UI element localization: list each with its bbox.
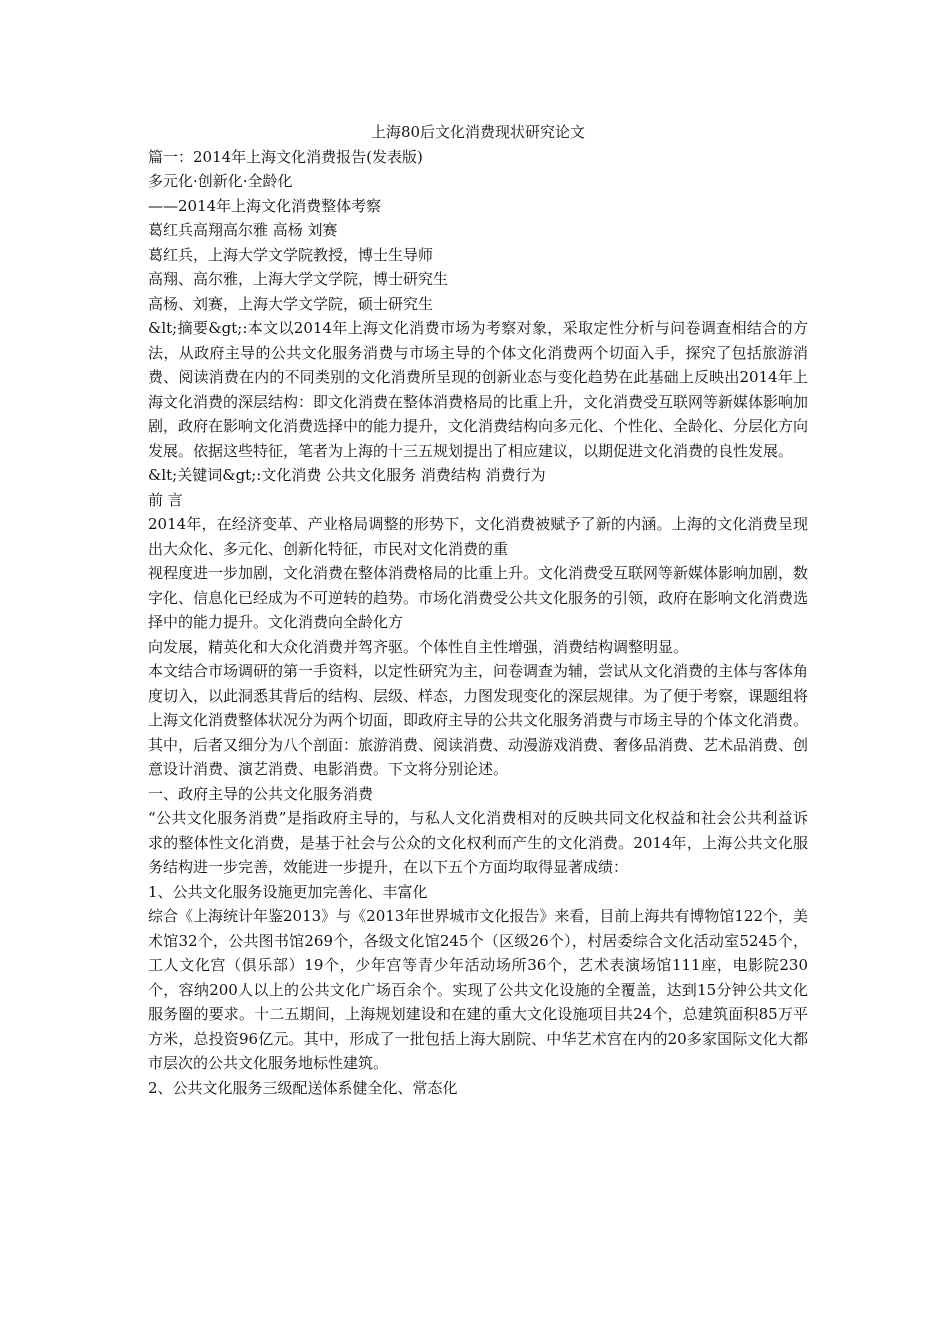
body-line: &lt;关键词&gt;:文化消费 公共文化服务 消费结构 消费行为: [148, 466, 546, 484]
body-line: 1、公共文化服务设施更加完善化、丰富化: [148, 882, 428, 901]
document-page: [144, 120, 808, 1100]
body-line: 多元化·创新化·全龄化: [148, 172, 293, 190]
body-line: 高杨、刘赛，上海大学文学院，硕士研究生: [148, 294, 434, 313]
body-paragraph: 2014年，在经济变革、产业格局调整的形势下，文化消费被赋予了新的内涵。上海的文化消费呈现出大众化、多元化、创新化特征，市民对文化消费的重: [148, 515, 808, 558]
document-title: 上海80后文化消费现状研究论文: [370, 123, 586, 141]
body-paragraph: 视程度进一步加剧，文化消费在整体消费格局的比重上升。文化消费受互联网等新媒体影响加剧，数字化、信息化已经成为不可逆转的趋势。市场化消费受公共文化服务的引领，政府在影响文化消费选择中的能力提升。文化消费向全龄化方: [148, 564, 809, 631]
body-line: 葛红兵，上海大学文学院教授，博士生导师: [148, 245, 434, 264]
body-paragraph: 本文结合市场调研的第一手资料，以定性研究为主，问卷调查为辅，尝试从文化消费的主体与客体角度切入，以此洞悉其背后的结构、层级、样态，力图发现变化的深层规律。为了便于考察，课题组将上海文化消费整体状况分为两个切面，即政府主导的公共文化服务消费与市场主导的个体文化消费。其中，后者又细分为八个剖面：旅游消费、阅读消费、动漫游戏消费、奢侈品消费、艺术品消费、创意设计消费、演艺消费、电影消费。下文将分别论述。: [148, 662, 809, 778]
body-line: 前 言: [148, 490, 183, 509]
body-line: 葛红兵高翔高尔雅 高杨 刘赛: [148, 221, 338, 239]
body-line: 篇一：2014年上海文化消费报告(发表版): [148, 147, 423, 166]
body-paragraph: 综合《上海统计年鉴2013》与《2013年世界城市文化报告》来看，目前上海共有博物馆122个，美术馆32个，公共图书馆269个，各级文化馆245个（区级26个），村居委综合文化活动室5245个，工人文化宫（俱乐部）19个，少年宫等青少年活动场所36个，艺术表演场馆111座，电影院230个，容纳200人以上的公共文化广场百余个。实现了公共文化设施的全覆盖，达到15分钟公共文化服务圈的要求。十二五期间，上海规划建设和在建的重大文化设施项目共24个，总建筑面积85万平方米，总投资96亿元。其中，形成了一批包括上海大剧院、中华艺术宫在内的20多家国际文化大都市层次的公共文化服务地标性建筑。: [148, 907, 808, 1072]
body-paragraph: “公共文化服务消费”是指政府主导的，与私人文化消费相对的反映共同文化权益和社会公共利益诉求的整体性文化消费，是基于社会与公众的文化权利而产生的文化消费。2014年，上海公共文化服务结构进一步完善，效能进一步提升，在以下五个方面均取得显著成绩：: [148, 809, 808, 876]
body-line: 向发展，精英化和大众化消费并驾齐驱。个体性自主性增强，消费结构调整明显。: [148, 637, 689, 656]
body-line: ——2014年上海文化消费整体考察: [148, 196, 382, 215]
body-line: 一、政府主导的公共文化服务消费: [148, 784, 374, 803]
body-line: 2、公共文化服务三级配送体系健全化、常态化: [148, 1078, 458, 1097]
body-paragraph: &lt;摘要&gt;:本文以2014年上海文化消费市场为考察对象，采取定性分析与问卷调查相结合的方法，从政府主导的公共文化服务消费与市场主导的个体文化消费两个切面入手，探究了包括旅游消费、阅读消费在内的不同类别的文化消费所呈现的创新业态与变化趋势在此基础上反映出2014年上海文化消费的深层结构：即文化消费在整体消费格局的比重上升，文化消费受互联网等新媒体影响加剧，政府在影响文化消费选择中的能力提升，文化消费结构向多元化、个性化、全龄化、分层化方向发展。依据这些特征，笔者为上海的十三五规划提出了相应建议，以期促进文化消费的良性发展。: [148, 319, 809, 460]
document-body: [144, 145, 808, 1101]
body-line: 高翔、高尔雅，上海大学文学院，博士研究生: [148, 270, 449, 288]
